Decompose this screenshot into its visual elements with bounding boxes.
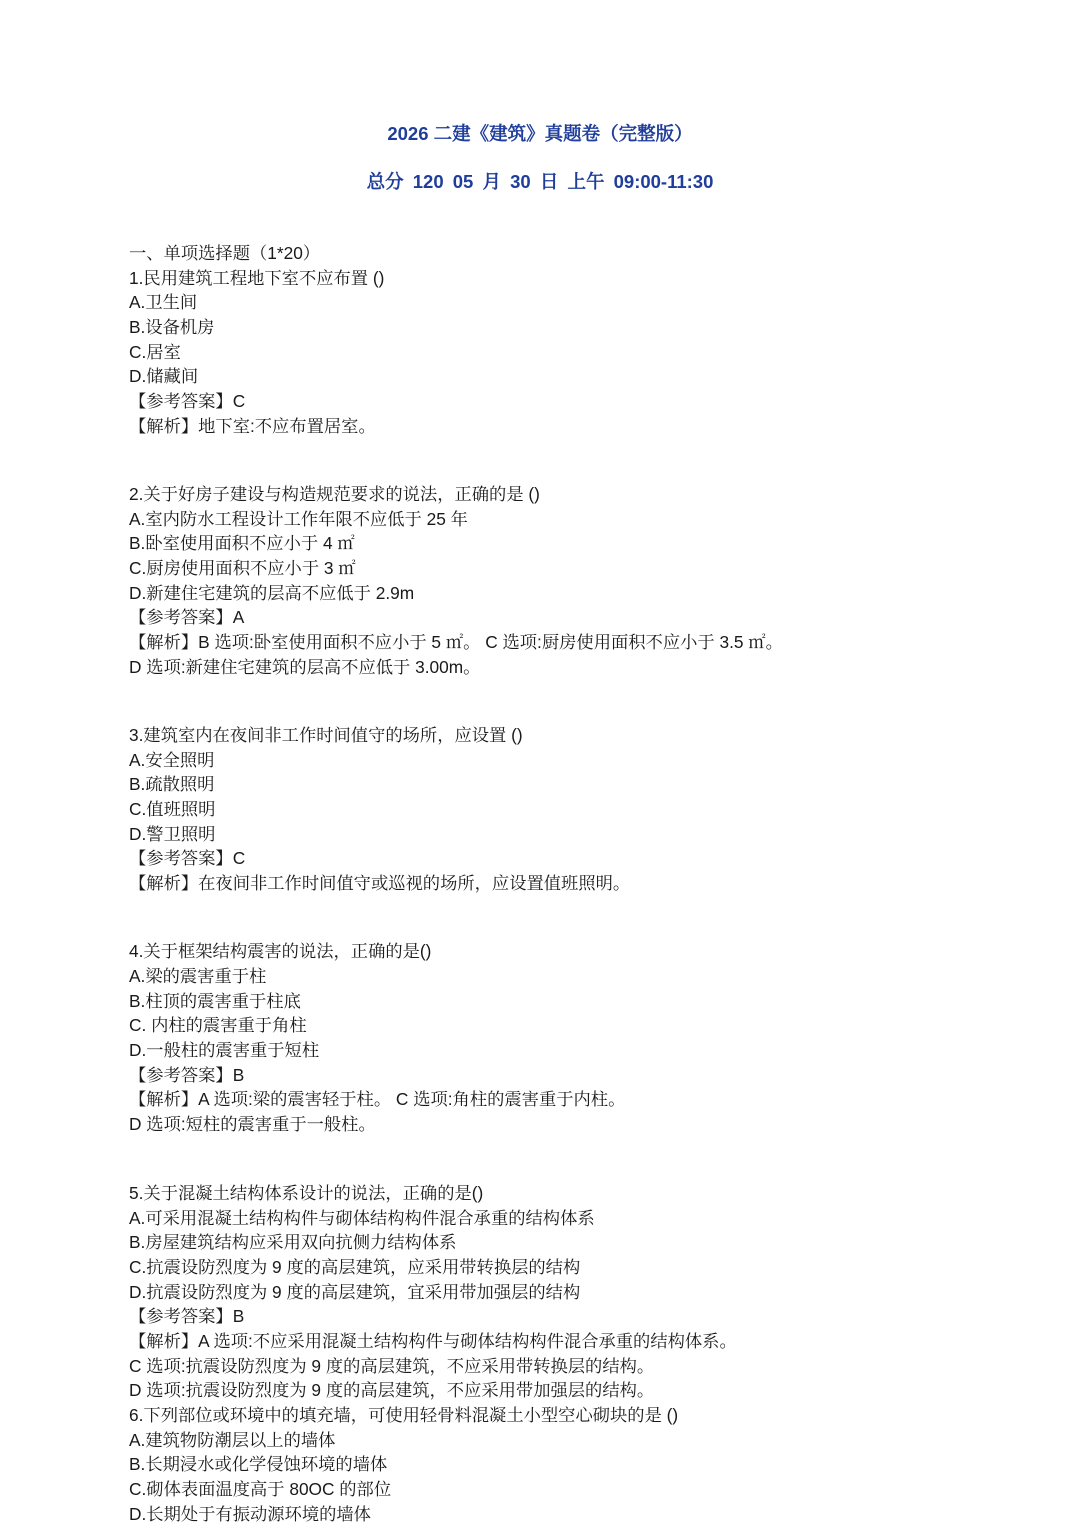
option-b: B.设备机房	[129, 317, 215, 338]
option-b: B.卧室使用面积不应小于 4 ㎡	[129, 533, 355, 554]
option-d: D.一般柱的震害重于短柱	[129, 1040, 320, 1061]
option-d: D.抗震设防烈度为 9 度的高层建筑，宜采用带加强层的结构	[129, 1281, 581, 1302]
option-c: C.值班照明	[129, 799, 216, 820]
question-block	[129, 482, 1029, 680]
option-d: D.储藏间	[129, 366, 199, 387]
question-block	[129, 266, 1029, 439]
option-c: C.抗震设防烈度为 9 度的高层建筑，应采用带转换层的结构	[129, 1256, 581, 1277]
option-c: C.砌体表面温度高于 80OC 的部位	[129, 1479, 392, 1500]
question-stem: 4.关于框架结构震害的说法，正确的是()	[129, 941, 432, 962]
question-stem: 5.关于混凝土结构体系设计的说法，正确的是()	[129, 1182, 484, 1203]
spacer	[129, 1137, 1029, 1181]
question-block	[129, 1403, 1029, 1526]
question-stem: 3.建筑室内在夜间非工作时间值守的场所，应设置 ()	[129, 725, 523, 745]
analysis-line: 【解析】B 选项:卧室使用面积不应小于 5 ㎡。 C 选项:厨房使用面积不应小于 3.5 ㎡。	[129, 632, 783, 653]
reference-answer: 【参考答案】B	[129, 1064, 245, 1085]
option-a: A.安全照明	[129, 749, 215, 770]
question-block	[129, 723, 1029, 896]
question-block	[129, 939, 1029, 1137]
reference-answer: 【参考答案】C	[129, 848, 246, 869]
analysis-line: 【解析】地下室:不应布置居室。	[129, 415, 376, 436]
option-d: D.长期处于有振动源环境的墙体	[129, 1503, 371, 1524]
option-a: A.梁的震害重于柱	[129, 966, 267, 986]
reference-answer: 【参考答案】B	[129, 1306, 245, 1327]
spacer	[129, 439, 1029, 483]
option-b: B.长期浸水或化学侵蚀环境的墙体	[129, 1454, 388, 1475]
analysis-line: 【解析】在夜间非工作时间值守或巡视的场所，应设置值班照明。	[129, 873, 631, 894]
analysis-line: C 选项:抗震设防烈度为 9 度的高层建筑，不应采用带转换层的结构。	[129, 1355, 655, 1376]
analysis-line: D 选项:新建住宅建筑的层高不应低于 3.00m。	[129, 656, 481, 677]
analysis-line: D 选项:抗震设防烈度为 9 度的高层建筑，不应采用带加强层的结构。	[129, 1380, 655, 1401]
spacer	[129, 680, 1029, 724]
exam-content	[129, 241, 1029, 1526]
option-c: C.居室	[129, 341, 181, 362]
option-a: A.建筑物防潮层以上的墙体	[129, 1429, 336, 1450]
question-stem: 1.民用建筑工程地下室不应布置 ()	[129, 267, 385, 288]
option-a: A.可采用混凝土结构构件与砌体结构构件混合承重的结构体系	[129, 1207, 595, 1228]
spacer	[129, 896, 1029, 940]
document-subtitle: 总分 120 05 月 30 日 上午 09:00-11:30	[366, 171, 714, 192]
option-d: D.警卫照明	[129, 823, 216, 844]
reference-answer: 【参考答案】C	[129, 391, 246, 412]
option-d: D.新建住宅建筑的层高不应低于 2.9m	[129, 582, 415, 603]
reference-answer: 【参考答案】A	[129, 607, 245, 628]
analysis-line: 【解析】A 选项:不应采用混凝土结构构件与砌体结构构件混合承重的结构体系。	[129, 1330, 737, 1351]
option-a: A.室内防水工程设计工作年限不应低于 25 年	[129, 508, 468, 529]
option-c: C. 内柱的震害重于角柱	[129, 1015, 307, 1036]
section-heading: 一、单项选择题（1*20）	[129, 243, 321, 263]
question-block	[129, 1181, 1029, 1403]
question-stem: 6.下列部位或环境中的填充墙，可使用轻骨料混凝土小型空心砌块的是 ()	[129, 1405, 679, 1425]
option-b: B.疏散照明	[129, 774, 215, 795]
option-b: B.房屋建筑结构应采用双向抗侧力结构体系	[129, 1232, 457, 1253]
option-b: B.柱顶的震害重于柱底	[129, 990, 301, 1011]
option-c: C.厨房使用面积不应小于 3 ㎡	[129, 558, 356, 579]
analysis-line: D 选项:短柱的震害重于一般柱。	[129, 1114, 376, 1135]
option-a: A.卫生间	[129, 292, 198, 313]
question-stem: 2.关于好房子建设与构造规范要求的说法，正确的是 ()	[129, 484, 540, 504]
analysis-line: 【解析】A 选项:梁的震害轻于柱。 C 选项:角柱的震害重于内柱。	[129, 1089, 626, 1110]
document-title: 2026 二建《建筑》真题卷（完整版）	[387, 123, 693, 144]
